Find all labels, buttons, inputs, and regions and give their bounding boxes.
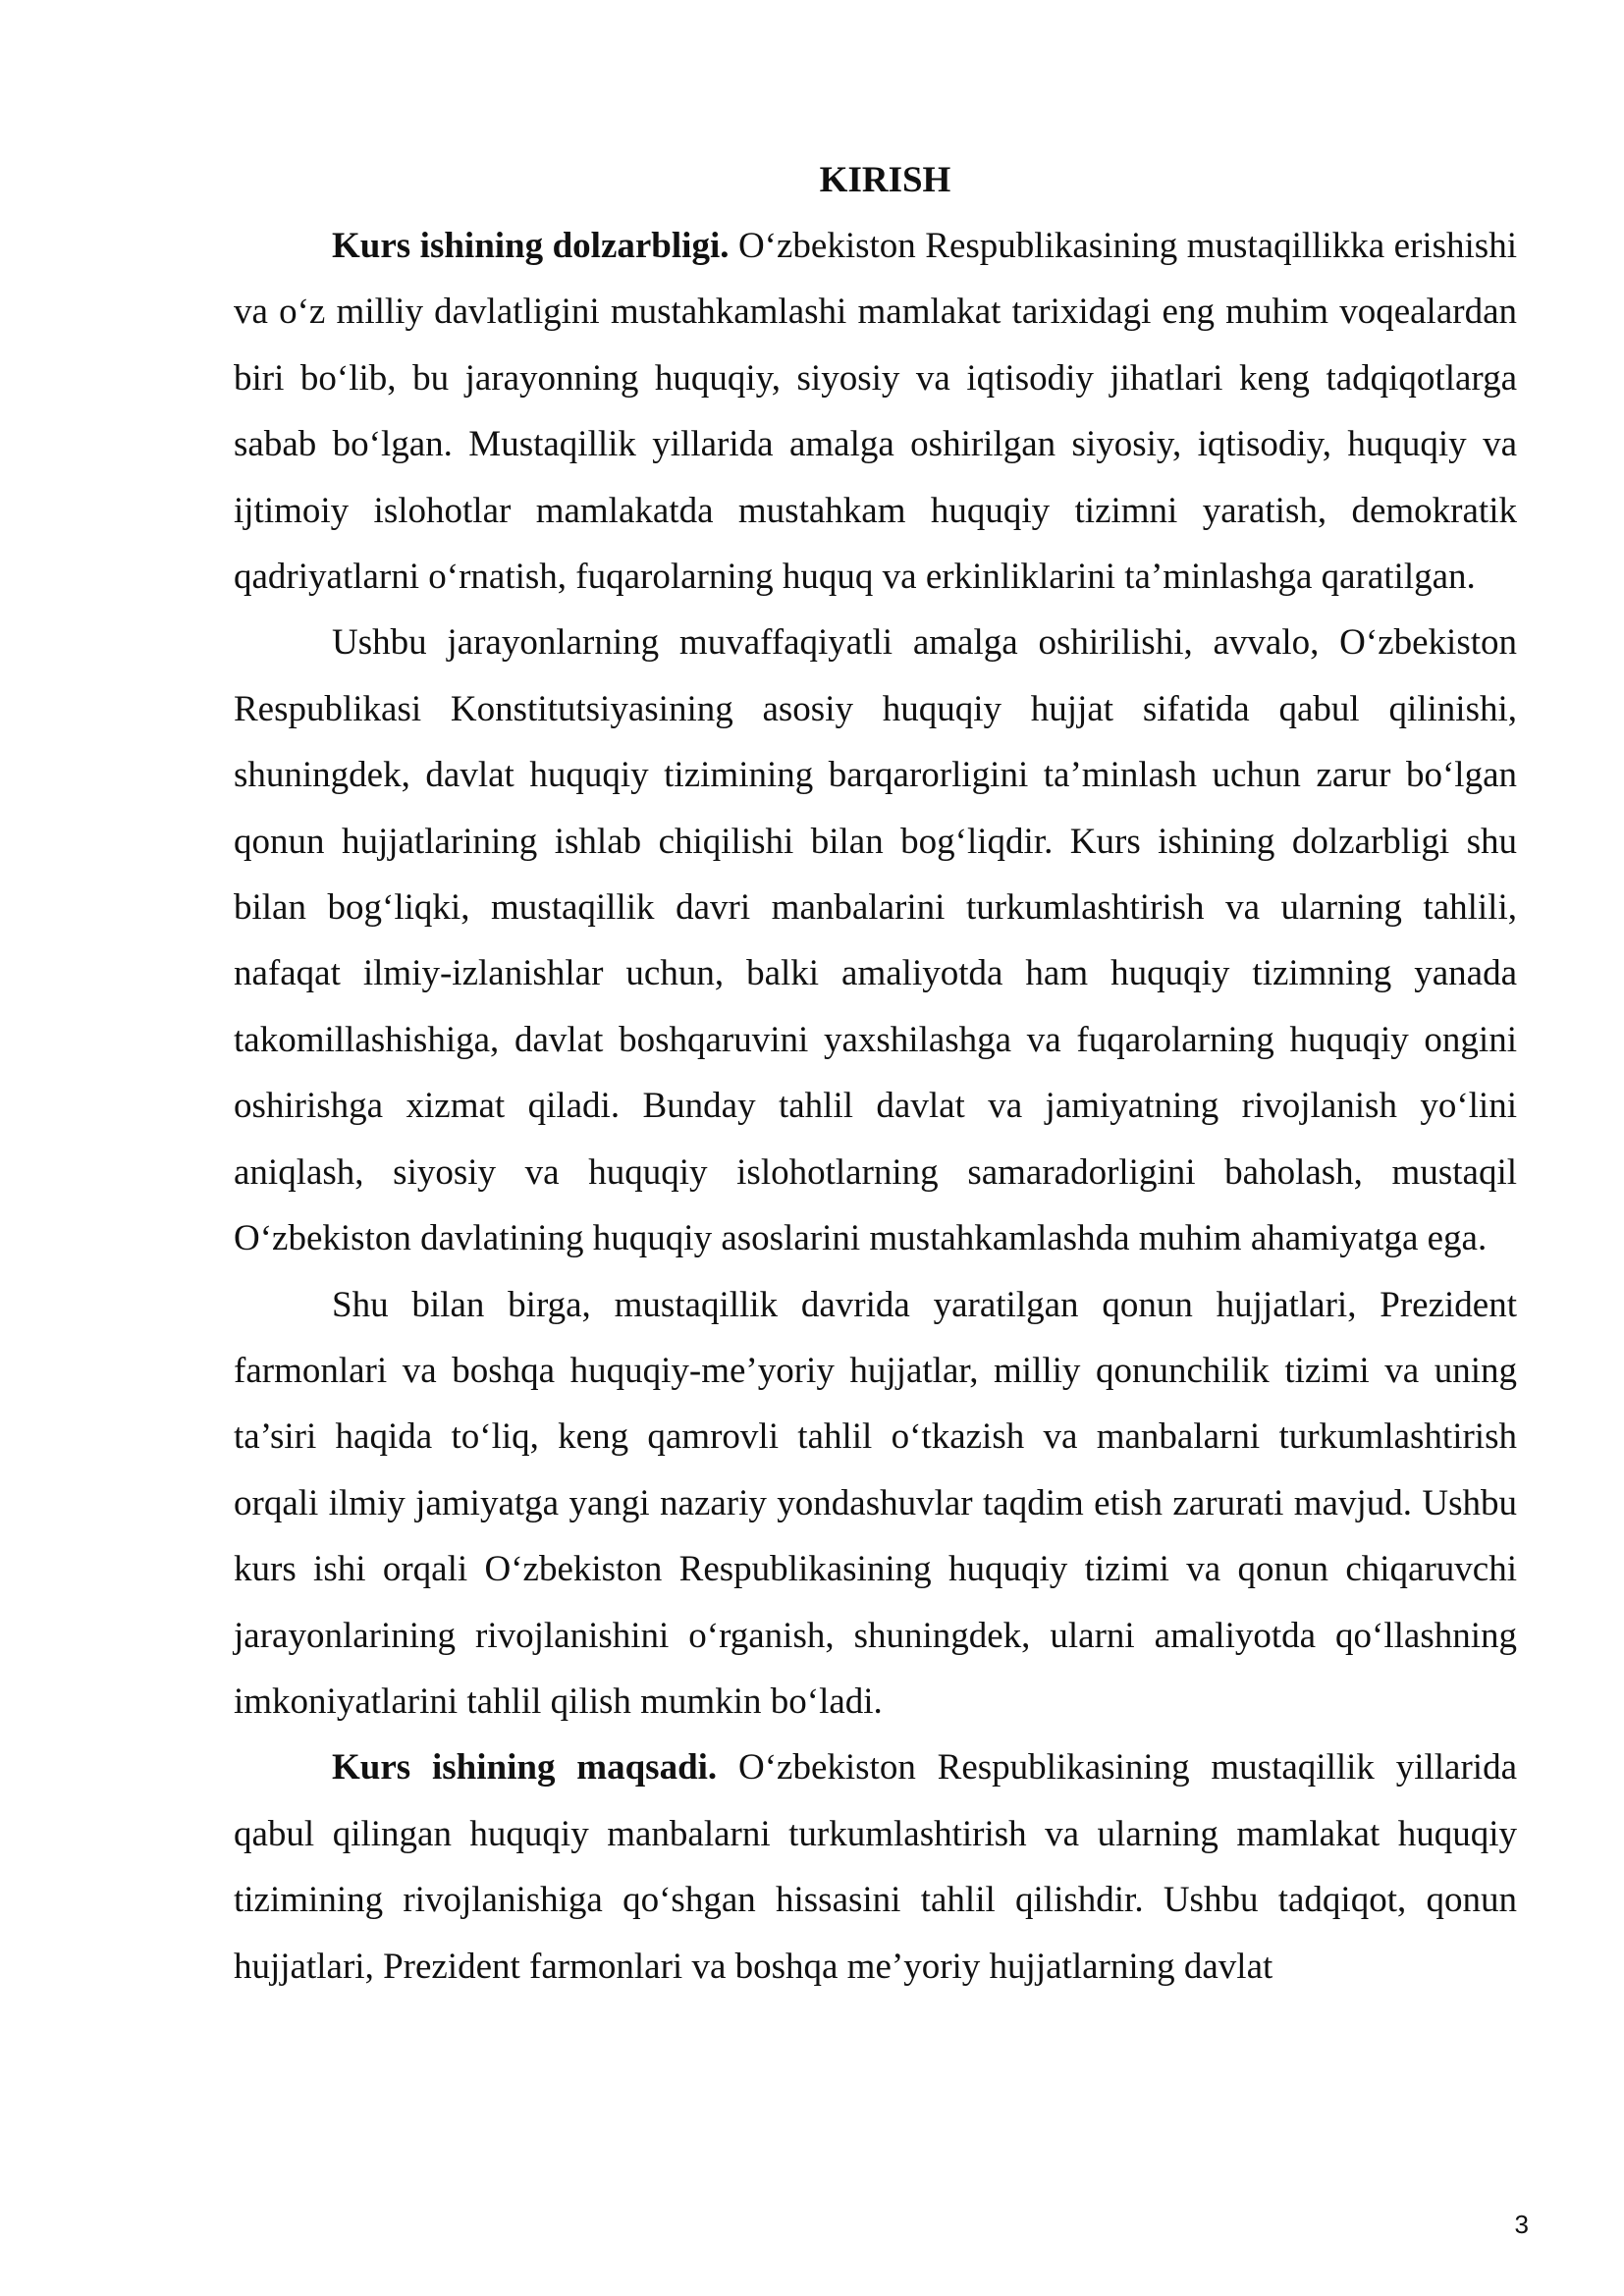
- paragraph-relevance: [234, 213, 1517, 610]
- paragraph-text: Ushbu jarayonlarning muvaffaqiyatli amalga oshirilishi, avvalo, O‘zbekiston Respublikasi Konstitutsiyasining asosiy huquqiy hujjat sifatida qabul qilinishi, shuningdek, davlat huquqiy tizimining barqarorligini ta’minlash uchun zarur bo‘lgan qonun hujjatlarining ishlab chiqilishi bilan bog‘liqdir. Kurs ishining dolzarbligi shu bilan bog‘liqki, mustaqillik davri manbalarini turkumlashtirish va ularning tahlili, nafaqat ilmiy-izlanishlar uchun, balki amaliyotda ham huquqiy tizimning yanada takomillashishiga, davlat boshqaruvini yaxshilashga va fuqarolarning huquqiy ongini oshirishga xizmat qiladi. Bunday tahlil davlat va jamiyatning rivojlanish yo‘lini aniqlash, siyosiy va huquqiy islohotlarning samaradorligini baholash, mustaqil O‘zbekiston davlatining huquqiy asoslarini mustahkamlashda muhim ahamiyatga ega.: [234, 622, 1517, 1259]
- section-heading: KIRISH: [819, 160, 951, 200]
- paragraph-text: Shu bilan birga, mustaqillik davrida yaratilgan qonun hujjatlari, Prezident farmonlari va boshqa huquqiy-me’yoriy hujjatlar, milliy qonunchilik tizimi va uning ta’siri haqida to‘liq, keng qamrovli tahlil o‘tkazish va manbalarni turkumlashtirish orqali ilmiy jamiyatga yangi nazariy yondashuvlar taqdim etish zarurati mavjud. Ushbu kurs ishi orqali O‘zbekiston Respublikasining huquqiy tizimi va qonun chiqaruvchi jarayonlarining rivojlanishini o‘rganish, shuningdek, ularni amaliyotda qo‘llashning imkoniyatlarini tahlil qilish mumkin bo‘ladi.: [234, 1284, 1517, 1722]
- page-number: 3: [1514, 2210, 1529, 2239]
- paragraph-lead: Kurs ishining maqsadi.: [332, 1747, 718, 1789]
- paragraph-goal: [234, 1735, 1517, 2000]
- paragraph-lead: Kurs ishining dolzarbligi.: [332, 226, 730, 266]
- paragraph-process: [234, 610, 1517, 1271]
- paragraph-text: O‘zbekiston Respublikasining mustaqillikka erishishi va o‘z milliy davlatligini mustahkamlashi mamlakat tarixidagi eng muhim voqealardan biri bo‘lib, bu jarayonning huquqiy, siyosiy va iqtisodiy jihatlari keng tadqiqotlarga sabab bo‘lgan. Mustaqillik yillarida amalga oshirilgan siyosiy, iqtisodiy, huquqiy va ijtimoiy islohotlar mamlakatda mustahkam huquqiy tizimni yaratish, demokratik qadriyatlarni o‘rnatish, fuqarolarning huquq va erkinliklarini ta’minlashga qaratilgan.: [234, 226, 1517, 598]
- paragraph-analysis: [234, 1272, 1517, 1735]
- page-content: [234, 147, 1517, 2000]
- paragraph-text: O‘zbekiston Respublikasining mustaqillik yillarida qabul qilingan huquqiy manbalarni turkumlashtirish va ularning mamlakat huquqiy tizimining rivojlanishiga qo‘shgan hissasini tahlil qilishdir. Ushbu tadqiqot, qonun hujjatlari, Prezident farmonlari va boshqa me’yoriy hujjatlarning davlat: [234, 1747, 1517, 1987]
